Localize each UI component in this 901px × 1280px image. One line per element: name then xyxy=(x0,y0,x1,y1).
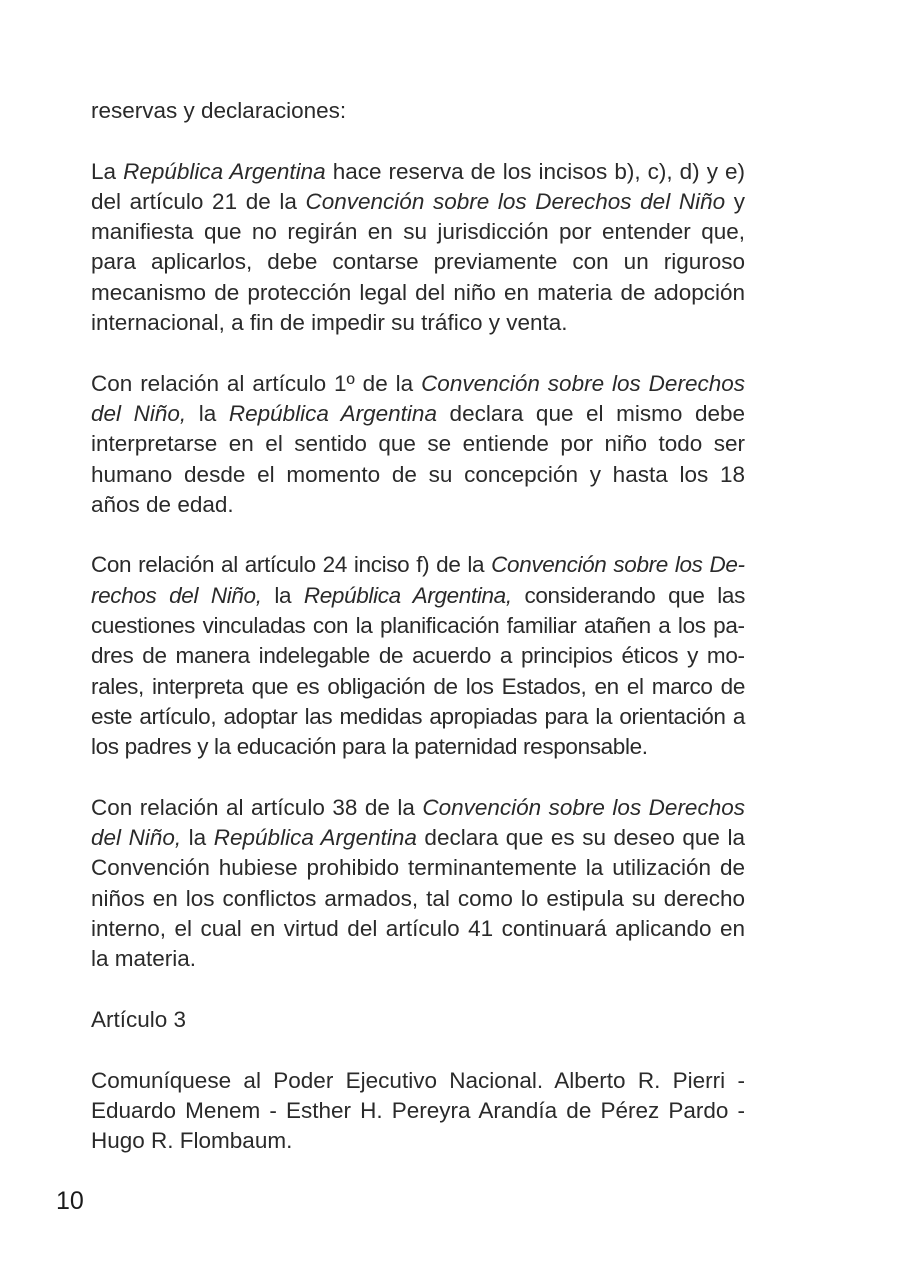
article-heading: Artículo 3 xyxy=(91,1006,187,1032)
text-segment: declara que es su deseo que la Convención hubiese prohibido terminantemente la utilización de niños en los conflictos armados, tal como lo estipula su derecho interno, el cual en virtud del artículo 41 continuará aplicando en la materia. xyxy=(91,825,746,972)
text-segment: La xyxy=(91,158,124,184)
italic-segment: República Argentina xyxy=(123,158,326,184)
spacer xyxy=(91,338,745,368)
italic-segment: Convención sobre los Derechos del Niño, xyxy=(91,552,746,608)
italic-segment: República Argentina xyxy=(213,825,417,851)
text-segment: Con relación al artículo 1º de la xyxy=(91,370,422,396)
paragraph-declaracion-art24 xyxy=(91,550,745,762)
italic-segment: República Argentina xyxy=(228,400,437,426)
document-body xyxy=(91,96,745,1156)
text-segment: la xyxy=(186,400,229,426)
paragraph-declaracion-art1 xyxy=(91,369,745,520)
spacer xyxy=(91,520,745,550)
text-segment: Con relación al artículo 38 de la xyxy=(91,794,423,820)
paragraph-reserva-art21 xyxy=(91,157,745,339)
text-segment: considerando que las cuestiones vinculadas con la planificación familiar atañen a los padres de manera indelegable de acuerdo a principios éticos y morales, interpreta que es obligación de los Estados, en el marco de este artículo, adoptar las medidas apropiadas para la orientación a los padres y la educación para la paternidad responsable. xyxy=(91,582,745,760)
text-segment: Con relación al artículo 24 inciso f) de la xyxy=(91,552,492,578)
text-segment: la xyxy=(181,825,214,851)
page-number: 10 xyxy=(56,1187,84,1215)
text-segment: y manifiesta que no regirán en su jurisdicción por entender que, para aplicarlos, debe contarse previamente con un riguroso mecanismo de protección legal del niño en materia de adopción internacional, a fin de impedir su tráfico y venta. xyxy=(91,188,745,336)
intro-line: reservas y declaraciones: xyxy=(91,98,347,123)
text-segment: la xyxy=(261,582,304,608)
spacer xyxy=(91,1035,745,1065)
italic-segment: Convención sobre los Derechos del Niño xyxy=(305,188,726,214)
italic-segment: Convención sobre los Derechos del Niño, xyxy=(91,370,745,426)
text-segment: hace reserva de los incisos b), c), d) y e) del artículo 21 de la xyxy=(91,158,746,214)
closing-paragraph: Comuníquese al Poder Ejecutivo Nacional. Alberto R. Pierri - Eduardo Menem - Esther H. Pereyra Arandía de Pérez Pardo - Hugo R. Flombaum. xyxy=(91,1067,745,1154)
paragraph-declaracion-art38 xyxy=(91,793,745,975)
spacer xyxy=(91,126,745,156)
italic-segment: Convención sobre los Derechos del Niño, xyxy=(91,794,745,851)
text-segment: declara que el mismo debe interpretarse en el sentido que se entiende por niño todo ser humano desde el momento de su concepción y hasta los 18 años de edad. xyxy=(91,400,746,517)
spacer xyxy=(91,763,745,793)
italic-segment: República Argentina, xyxy=(303,582,512,608)
spacer xyxy=(91,975,745,1005)
